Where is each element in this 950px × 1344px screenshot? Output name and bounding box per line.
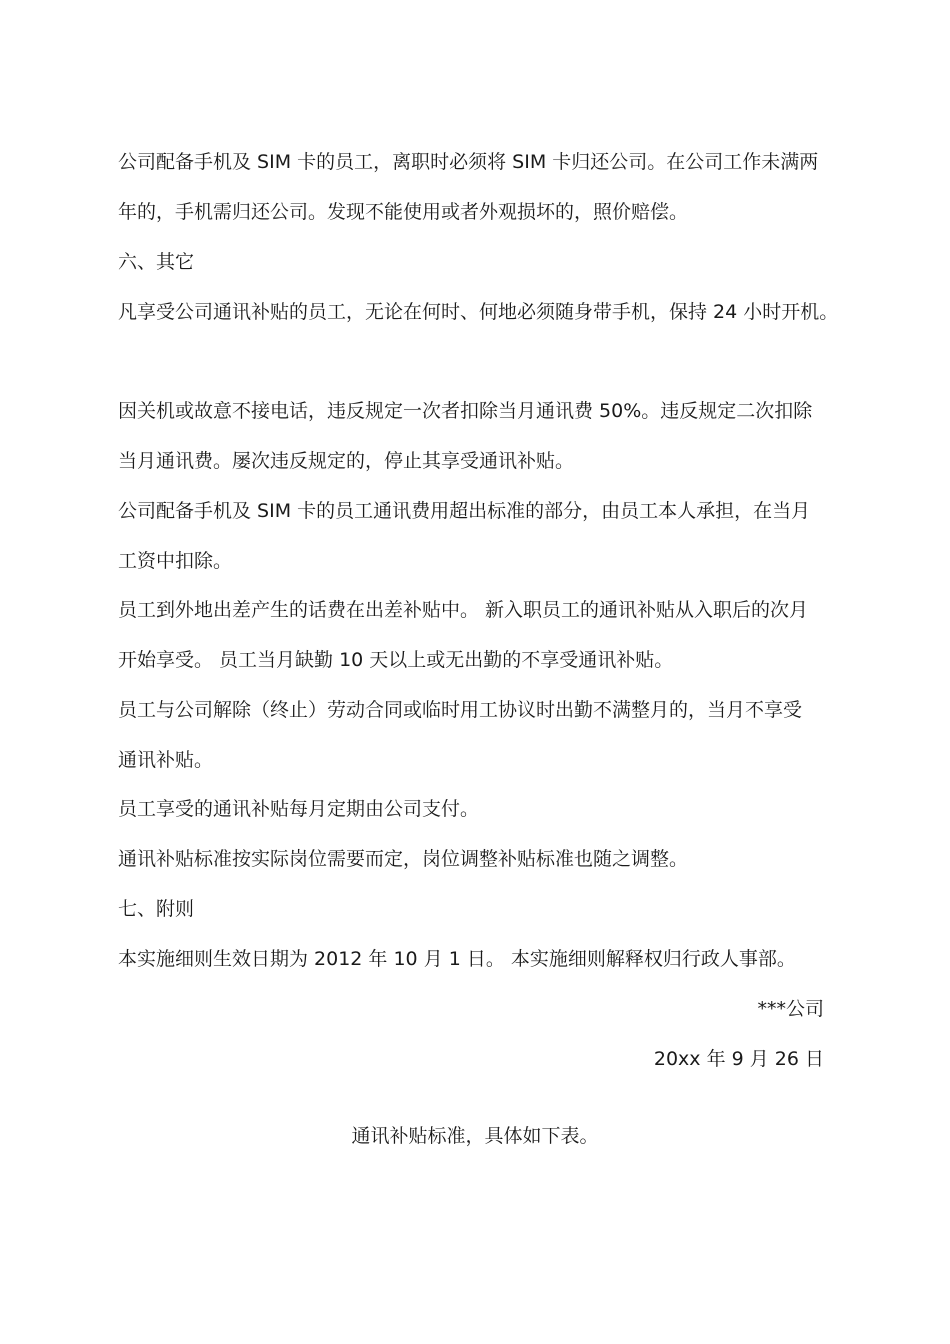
paragraph-line: 通讯补贴。 (118, 749, 214, 771)
paragraph-line: 当月通讯费。屡次违反规定的，停止其享受通讯补贴。 (118, 450, 575, 472)
paragraph-line: 员工到外地出差产生的话费在出差补贴中。 新入职员工的通讯补贴从入职后的次月 (118, 599, 809, 621)
paragraph-line: 通讯补贴标准按实际岗位需要而定，岗位调整补贴标准也随之调整。 (118, 848, 689, 870)
paragraph-line: 本实施细则生效日期为 2012 年 10 月 1 日。 本实施细则解释权归行政人事部。 (118, 948, 796, 970)
paragraph-line: 凡享受公司通讯补贴的员工，无论在何时、何地必须随身带手机，保持 24 小时开机。 (118, 301, 839, 323)
paragraph-line: 因关机或故意不接电话，违反规定一次者扣除当月通讯费 50%。违反规定二次扣除 (118, 400, 813, 422)
paragraph-line: 年的，手机需归还公司。发现不能使用或者外观损坏的，照价赔偿。 (118, 201, 689, 223)
section-heading-appendix: 七、附则 (118, 898, 195, 920)
paragraph-line: 公司配备手机及 SIM 卡的员工，离职时必须将 SIM 卡归还公司。在公司工作未满两 (118, 151, 819, 173)
paragraph-line: 工资中扣除。 (118, 550, 233, 572)
paragraph-line: 公司配备手机及 SIM 卡的员工通讯费用超出标准的部分，由员工本人承担，在当月 (118, 500, 811, 522)
paragraph-line: 员工享受的通讯补贴每月定期由公司支付。 (118, 798, 480, 820)
signature-company: ***公司 (757, 998, 824, 1020)
section-heading-other: 六、其它 (118, 251, 195, 273)
paragraph-line: 开始享受。 员工当月缺勤 10 天以上或无出勤的不享受通讯补贴。 (118, 649, 674, 671)
table-caption: 通讯补贴标准，具体如下表。 (351, 1125, 599, 1147)
paragraph-line: 员工与公司解除（终止）劳动合同或临时用工协议时出勤不满整月的，当月不享受 (118, 699, 803, 721)
signature-date: 20xx 年 9 月 26 日 (653, 1048, 824, 1070)
